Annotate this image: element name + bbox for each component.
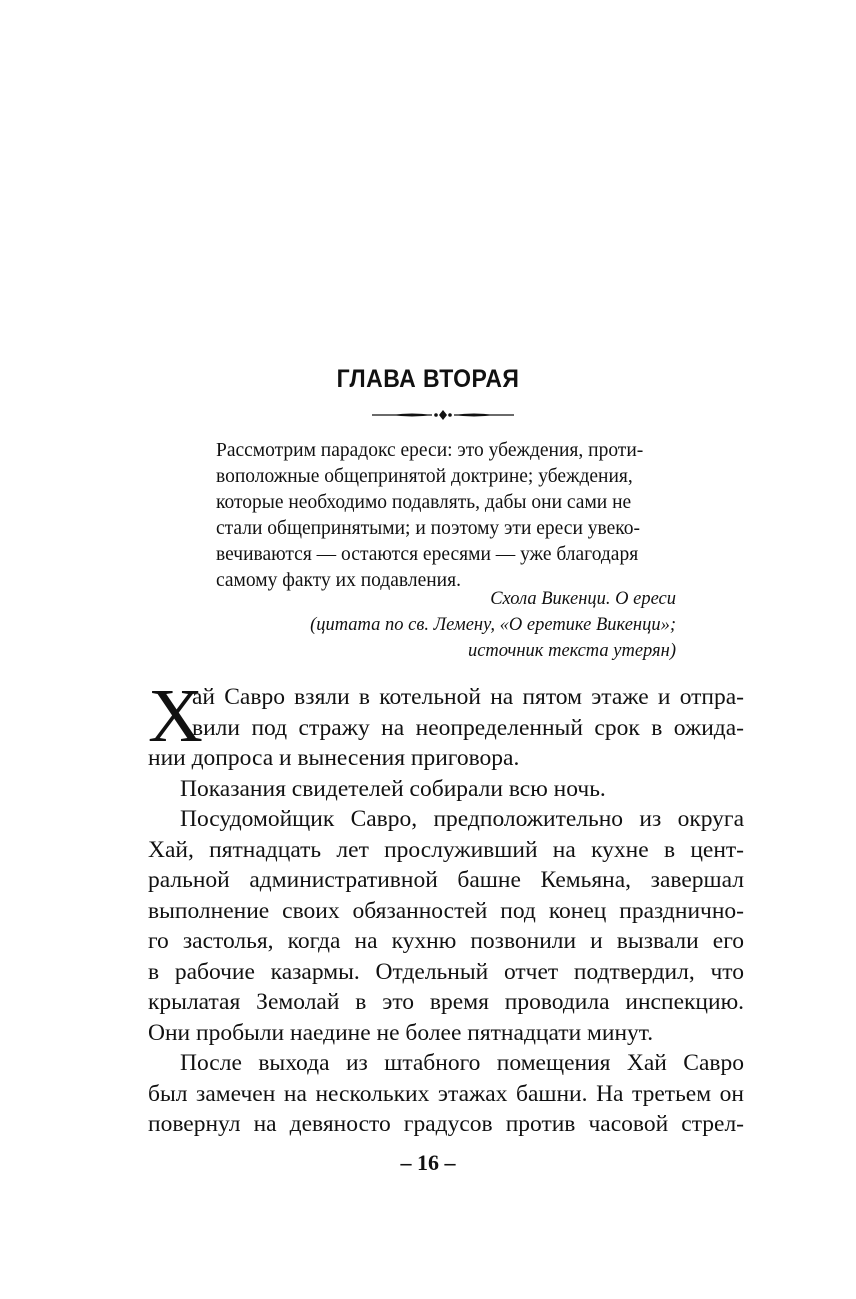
attribution-line: Схола Викенци. О ереси	[490, 589, 676, 609]
body-line: выполнение своих обязанностей под конец празднично-	[148, 897, 744, 924]
epigraph-line: вечиваются — остаются ересями — уже благодаря	[216, 544, 639, 565]
body-line: в рабочие казармы. Отдельный отчет подтвердил, что	[148, 958, 744, 985]
body-line: повернул на девяносто градусов против часовой стрел-	[148, 1111, 744, 1137]
chapter-title: ГЛАВА ВТОРАЯ	[336, 365, 520, 393]
body-line: ай Савро взяли в котельной на пятом этаже и отпра-	[192, 684, 744, 710]
attribution-line: источник текста утерян)	[467, 641, 676, 661]
body-line: крылатая Земолай в это время проводила инспекцию.	[148, 989, 744, 1015]
epigraph-line: стали общепринятыми; и поэтому эти ереси увеко-	[216, 518, 640, 539]
body-line: Хай, пятнадцать лет прослуживший на кухне в цент-	[148, 836, 744, 863]
body-line: го застолья, когда на кухню позвонили и вызвали его	[148, 928, 744, 954]
epigraph-line: которые необходимо подавлять, дабы они сами не	[216, 492, 632, 513]
body-line: Показания свидетелей собирали всю ночь.	[180, 775, 606, 802]
body-line: ральной административной башне Кемьяна, завершал	[148, 867, 744, 893]
body-line: вили под стражу на неопределенный срок в ожида-	[192, 714, 744, 741]
body-line: Они пробыли наедине не более пятнадцати минут.	[148, 1019, 654, 1046]
epigraph-line: воположные общепринятой доктрине; убеждения,	[216, 466, 633, 487]
body-line: Посудомойщик Савро, предположительно из округа	[180, 806, 744, 832]
epigraph-line: самому факту их подавления.	[216, 570, 461, 591]
body-text	[148, 674, 744, 1140]
body-line: нии допроса и вынесения приговора.	[148, 745, 520, 771]
body-line: был замечен на нескольких этажах башни. На третьем он	[148, 1080, 744, 1107]
page-number: – 16 –	[400, 1150, 456, 1175]
ornament-divider-icon	[372, 408, 514, 422]
body-line: После выхода из штабного помещения Хай Савро	[180, 1050, 744, 1076]
epigraph-attribution	[216, 586, 676, 664]
epigraph-line: Рассмотрим парадокс ереси: это убеждения, проти-	[216, 440, 644, 461]
epigraph	[216, 438, 676, 594]
attribution-line: (цитата по св. Лемену, «О еретике Викенци»;	[310, 615, 676, 635]
drop-cap: Х	[148, 674, 203, 758]
